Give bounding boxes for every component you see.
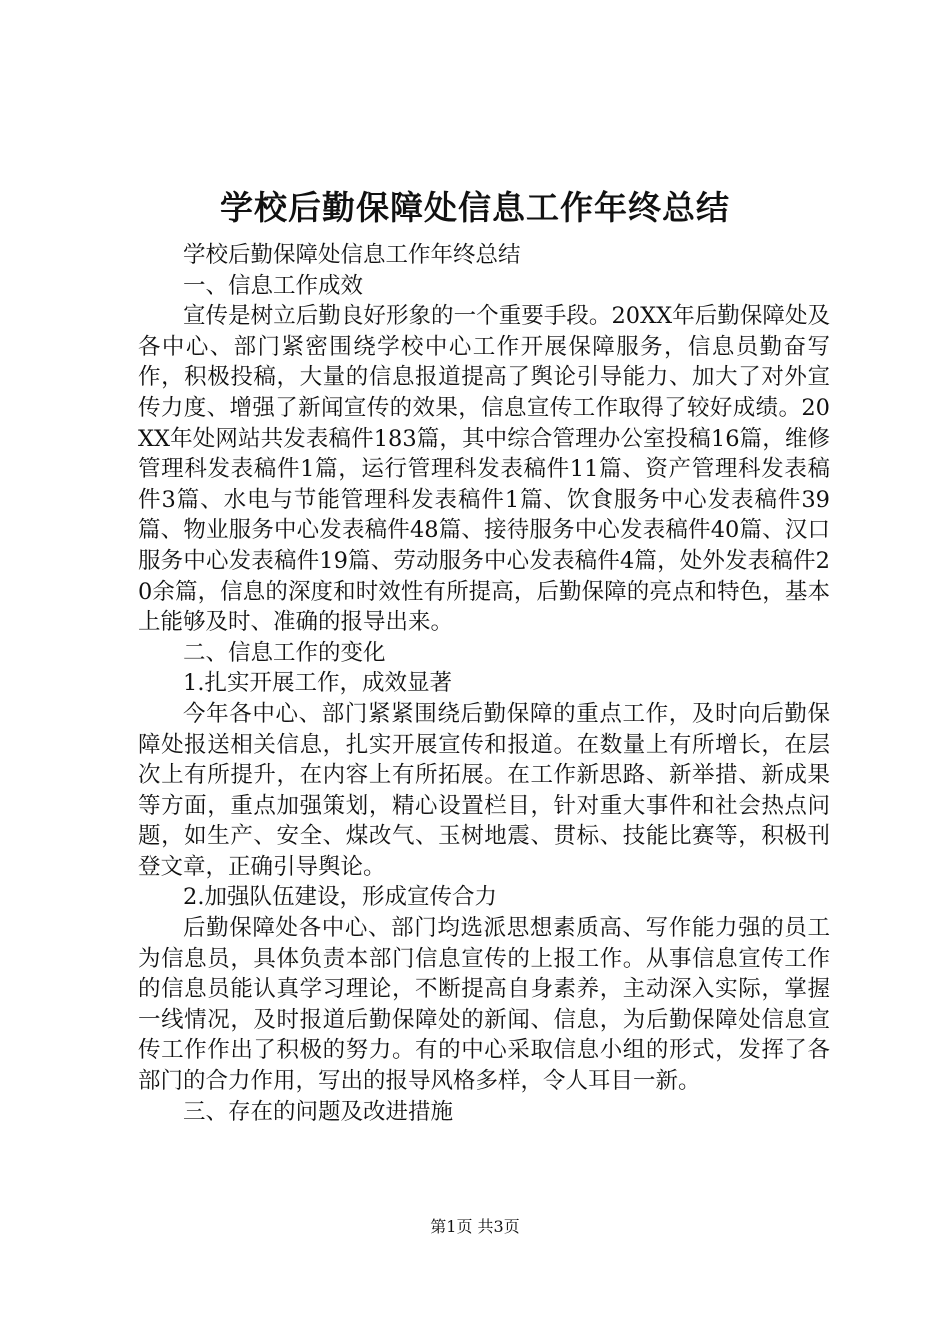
- document-body: [138, 240, 830, 1127]
- heading-section-3: 三、存在的问题及改进措施: [183, 1098, 454, 1125]
- paragraph-subsection-1: 今年各中心、部门紧紧围绕后勤保障的重点工作，及时向后勤保障处报送相关信息，扎实开展宣传和报道。在数量上有所增长，在层次上有所提升，在内容上有所拓展。在工作新思路、新举措、新成果等方面，重点加强策划，精心设置栏目，针对重大事件和社会热点问题，如生产、安全、煤改气、玉树地震、贯标、技能比赛等，积极刊登文章，正确引导舆论。: [138, 700, 830, 880]
- paragraph-section-1: 宣传是树立后勤良好形象的一个重要手段。20XX年后勤保障处及各中心、部门紧密围绕学校中心工作开展保障服务，信息员勤奋写作，积极投稿，大量的信息报道提高了舆论引导能力、加大了对外宣传力度、增强了新闻宣传的效果，信息宣传工作取得了较好成绩。20XX年处网站共发表稿件183篇，其中综合管理办公室投稿16篇，维修管理科发表稿件1篇，运行管理科发表稿件11篇、资产管理科发表稿件3篇、水电与节能管理科发表稿件1篇、饮食服务中心发表稿件39篇、物业服务中心发表稿件48篇、接待服务中心发表稿件40篇、汉口服务中心发表稿件19篇、劳动服务中心发表稿件4篇，处外发表稿件20余篇，信息的深度和时效性有所提高，后勤保障的亮点和特色，基本上能够及时、准确的报导出来。: [138, 303, 830, 636]
- heading-subsection-2: 2.加强队伍建设，形成宣传合力: [183, 884, 497, 911]
- page-number: 第1页 共3页: [430, 1217, 520, 1236]
- paragraph-subsection-2: 后勤保障处各中心、部门均选派思想素质高、写作能力强的员工为信息员，具体负责本部门信息宣传的上报工作。从事信息宣传工作的信息员能认真学习理论，不断提高自身素养，主动深入实际，掌握一线情况，及时报道后勤保障处的新闻、信息，为后勤保障处信息宣传工作作出了积极的努力。有的中心采取信息小组的形式，发挥了各部门的合力作用，写出的报导风格多样，令人耳目一新。: [138, 915, 830, 1095]
- heading-section-1: 一、信息工作成效: [183, 272, 364, 299]
- paragraph-subtitle: 学校后勤保障处信息工作年终总结: [183, 242, 521, 268]
- heading-section-2: 二、信息工作的变化: [183, 639, 386, 666]
- document-title: 学校后勤保障处信息工作年终总结: [220, 188, 730, 227]
- heading-subsection-1: 1.扎实开展工作，成效显著: [183, 670, 452, 697]
